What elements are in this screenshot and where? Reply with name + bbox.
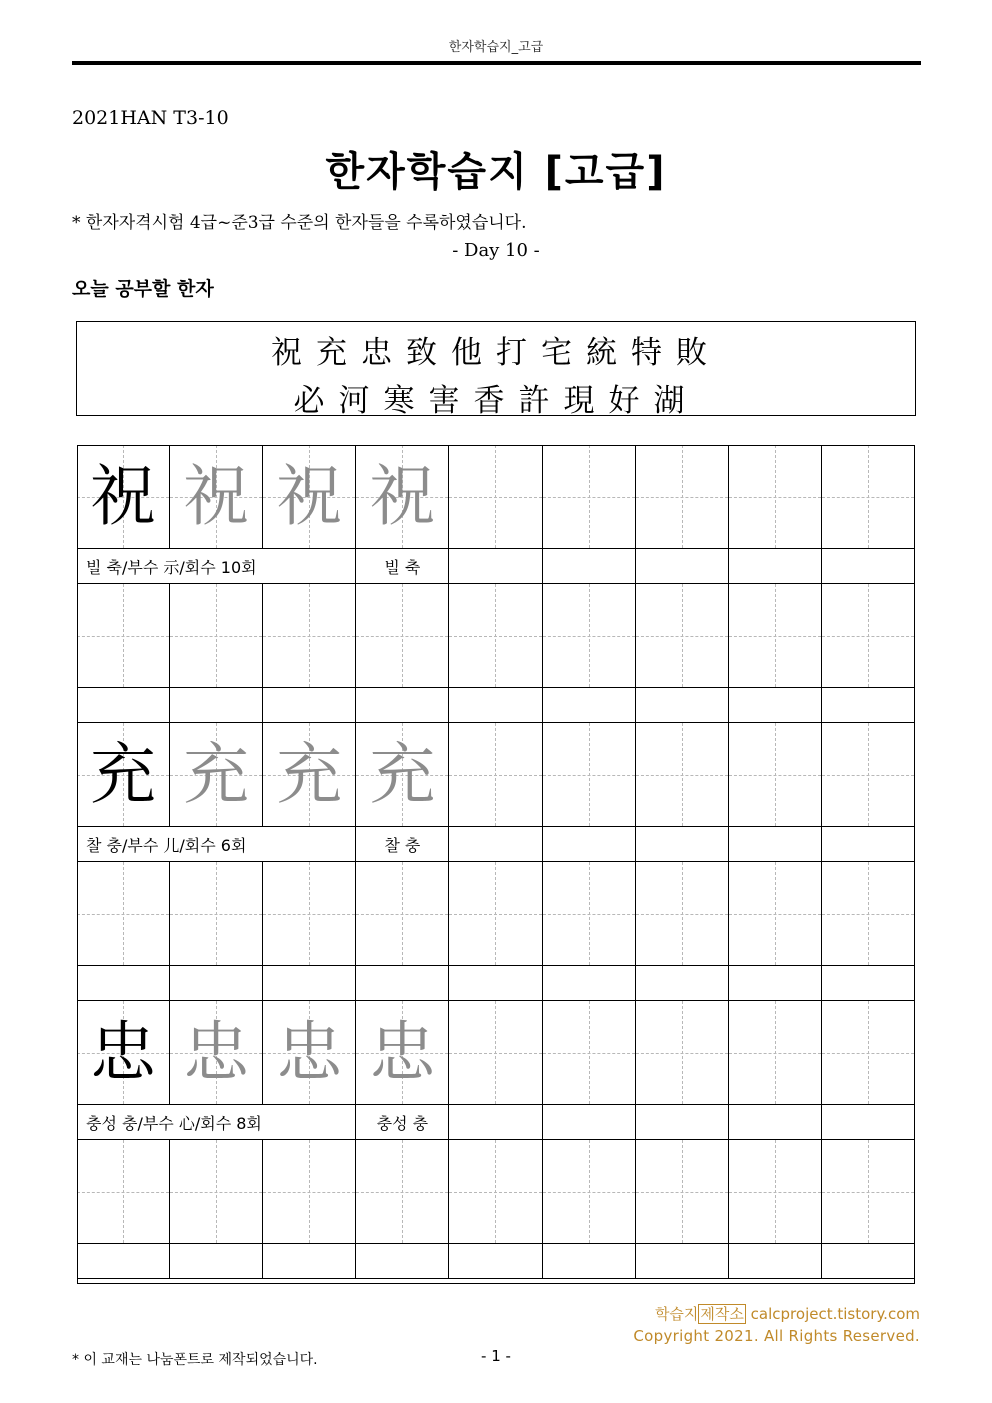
document-code: 2021HAN T3-10 [72,107,229,129]
page-number: - 1 - [481,1347,511,1365]
char-info: 찰 충/부수 儿/회수 6회 [86,836,247,855]
model-char-cell[interactable] [77,723,170,827]
char-info: 빌 축/부수 示/회수 10회 [86,558,257,577]
writing-cell[interactable] [543,862,636,966]
writing-cell[interactable] [636,1140,729,1244]
model-hanja: 忠 [90,1014,157,1091]
today-chars-line-2: 必河寒害香許現好湖 [293,383,699,419]
blank-cell [170,966,263,1001]
guide-line-horizontal [356,636,448,637]
guide-line-horizontal [729,1192,821,1193]
trace-hanja: 充 [183,736,250,813]
writing-cell[interactable] [822,862,915,966]
footer-font-note: * 이 교재는 나눔폰트로 제작되었습니다. [72,1352,318,1368]
guide-line-horizontal [636,775,728,776]
blank-cell [170,688,263,723]
model-hanja: 祝 [90,458,157,535]
blank-cell [356,688,449,723]
model-char-cell[interactable] [77,1001,170,1105]
blank-cell [822,827,915,862]
writing-cell[interactable] [449,723,542,827]
blank-cell [170,1244,263,1279]
guide-line-horizontal [636,1192,728,1193]
writing-cell[interactable] [356,1140,449,1244]
guide-line-horizontal [729,914,821,915]
writing-cell[interactable] [77,1140,170,1244]
guide-line-horizontal [729,775,821,776]
guide-line-horizontal [170,1192,262,1193]
blank-cell [263,1244,356,1279]
guide-line-horizontal [356,914,448,915]
guide-line-horizontal [356,1192,448,1193]
writing-cell[interactable] [356,862,449,966]
blank-cell [822,1244,915,1279]
trace-hanja: 忠 [369,1014,436,1091]
trace-char-cell[interactable] [170,723,263,827]
guide-line-horizontal [77,914,169,915]
guide-line-horizontal [636,497,728,498]
blank-cell [636,549,729,584]
trace-char-cell[interactable] [356,723,449,827]
writing-cell[interactable] [729,723,822,827]
blank-cell [729,549,822,584]
guide-line-horizontal [77,1192,169,1193]
trace-hanja: 祝 [183,458,250,535]
guide-line-horizontal [543,914,635,915]
practice-grid [77,445,915,1284]
blank-cell [636,688,729,723]
char-meaning-cell [356,827,449,862]
guide-line-horizontal [543,775,635,776]
blank-cell [543,827,636,862]
guide-line-horizontal [543,497,635,498]
blank-cell [636,1244,729,1279]
trace-hanja: 忠 [276,1014,343,1091]
guide-line-horizontal [449,914,541,915]
writing-cell[interactable] [543,723,636,827]
guide-line-horizontal [636,1053,728,1054]
char-meaning-cell [356,1105,449,1140]
writing-cell[interactable] [729,445,822,549]
char-info-cell [77,549,356,584]
char-meaning: 충성 충 [376,1114,429,1133]
blank-cell [449,1105,542,1140]
blank-cell [822,688,915,723]
writing-cell[interactable] [636,445,729,549]
writing-cell[interactable] [729,584,822,688]
guide-line-horizontal [543,1192,635,1193]
blank-cell [263,966,356,1001]
guide-line-horizontal [822,914,914,915]
blank-cell [77,1244,170,1279]
trace-char-cell[interactable] [263,723,356,827]
guide-line-horizontal [543,636,635,637]
writing-cell[interactable] [729,862,822,966]
writing-cell[interactable] [636,723,729,827]
writing-cell[interactable] [449,445,542,549]
blank-cell [822,549,915,584]
blank-cell [543,688,636,723]
guide-line-horizontal [449,1053,541,1054]
trace-char-cell[interactable] [170,445,263,549]
writing-cell[interactable] [636,862,729,966]
char-meaning: 빌 축 [384,558,421,577]
trace-hanja: 忠 [183,1014,250,1091]
char-meaning: 찰 충 [384,836,421,855]
char-info: 충성 충/부수 心/회수 8회 [86,1114,262,1133]
guide-line-horizontal [729,636,821,637]
writing-cell[interactable] [263,862,356,966]
brand-url: calcproject.tistory.com [745,1305,920,1323]
trace-hanja: 充 [276,736,343,813]
writing-cell[interactable] [543,584,636,688]
blank-cell [449,688,542,723]
trace-char-cell[interactable] [263,445,356,549]
blank-cell [77,966,170,1001]
trace-char-cell[interactable] [356,445,449,549]
writing-cell[interactable] [449,584,542,688]
writing-cell[interactable] [77,862,170,966]
guide-line-horizontal [822,497,914,498]
writing-cell[interactable] [543,1001,636,1105]
trace-hanja: 充 [369,736,436,813]
header-rule [72,61,921,65]
blank-cell [636,966,729,1001]
guide-line-horizontal [263,914,355,915]
blank-cell [729,827,822,862]
writing-cell[interactable] [636,584,729,688]
guide-line-horizontal [449,1192,541,1193]
blank-cell [822,1105,915,1140]
model-hanja: 充 [90,736,157,813]
blank-cell [449,966,542,1001]
blank-cell [263,688,356,723]
writing-cell[interactable] [263,1140,356,1244]
guide-line-horizontal [636,914,728,915]
writing-cell[interactable] [170,584,263,688]
blank-cell [543,1244,636,1279]
writing-cell[interactable] [822,1001,915,1105]
char-info-cell [77,827,356,862]
blank-cell [356,1244,449,1279]
blank-cell [729,1105,822,1140]
section-label: 오늘 공부할 한자 [72,278,214,300]
trace-hanja: 祝 [276,458,343,535]
writing-cell[interactable] [263,584,356,688]
writing-cell[interactable] [729,1140,822,1244]
guide-line-horizontal [729,497,821,498]
blank-cell [356,966,449,1001]
guide-line-horizontal [263,1192,355,1193]
model-char-cell[interactable] [77,445,170,549]
footer-brand [655,1303,920,1324]
writing-cell[interactable] [822,1140,915,1244]
blank-cell [449,827,542,862]
writing-cell[interactable] [729,1001,822,1105]
day-label: - Day 10 - [452,240,540,261]
blank-cell [543,549,636,584]
writing-cell[interactable] [822,445,915,549]
brand-prefix: 학습지 [654,1305,699,1323]
writing-cell[interactable] [170,1140,263,1244]
guide-line-horizontal [636,636,728,637]
writing-cell[interactable] [636,1001,729,1105]
writing-cell[interactable] [543,445,636,549]
guide-line-horizontal [729,1053,821,1054]
writing-cell[interactable] [822,584,915,688]
guide-line-horizontal [543,1053,635,1054]
writing-cell[interactable] [543,1140,636,1244]
trace-hanja: 祝 [369,458,436,535]
today-chars-line-1: 祝充忠致他打宅統特敗 [271,335,721,371]
guide-line-horizontal [449,636,541,637]
char-info-cell [77,1105,356,1140]
blank-cell [636,827,729,862]
level-note: * 한자자격시험 4급~준3급 수준의 한자들을 수록하였습니다. [72,213,527,233]
blank-cell [77,688,170,723]
guide-line-horizontal [263,636,355,637]
footer-copyright: Copyright 2021. All Rights Reserved. [633,1327,920,1345]
trace-char-cell[interactable] [263,1001,356,1105]
writing-cell[interactable] [356,584,449,688]
guide-line-horizontal [77,636,169,637]
blank-cell [449,549,542,584]
guide-line-horizontal [822,1192,914,1193]
trace-char-cell[interactable] [356,1001,449,1105]
blank-cell [449,1244,542,1279]
guide-line-horizontal [822,775,914,776]
writing-cell[interactable] [449,1140,542,1244]
writing-cell[interactable] [449,862,542,966]
blank-cell [636,1105,729,1140]
writing-cell[interactable] [77,584,170,688]
blank-cell [729,966,822,1001]
blank-cell [543,1105,636,1140]
blank-cell [543,966,636,1001]
blank-cell [729,688,822,723]
char-meaning-cell [356,549,449,584]
today-chars-box [76,321,916,419]
page-title: 한자학습지 [고급] [325,149,667,195]
guide-line-horizontal [822,636,914,637]
running-header: 한자학습지_고급 [448,40,544,55]
guide-line-horizontal [449,497,541,498]
guide-line-horizontal [170,914,262,915]
guide-line-horizontal [170,636,262,637]
writing-cell[interactable] [449,1001,542,1105]
guide-line-horizontal [822,1053,914,1054]
blank-cell [729,1244,822,1279]
blank-cell [822,966,915,1001]
writing-cell[interactable] [822,723,915,827]
brand-boxed: 제작소 [700,1305,744,1323]
writing-cell[interactable] [170,862,263,966]
trace-char-cell[interactable] [170,1001,263,1105]
guide-line-horizontal [449,775,541,776]
